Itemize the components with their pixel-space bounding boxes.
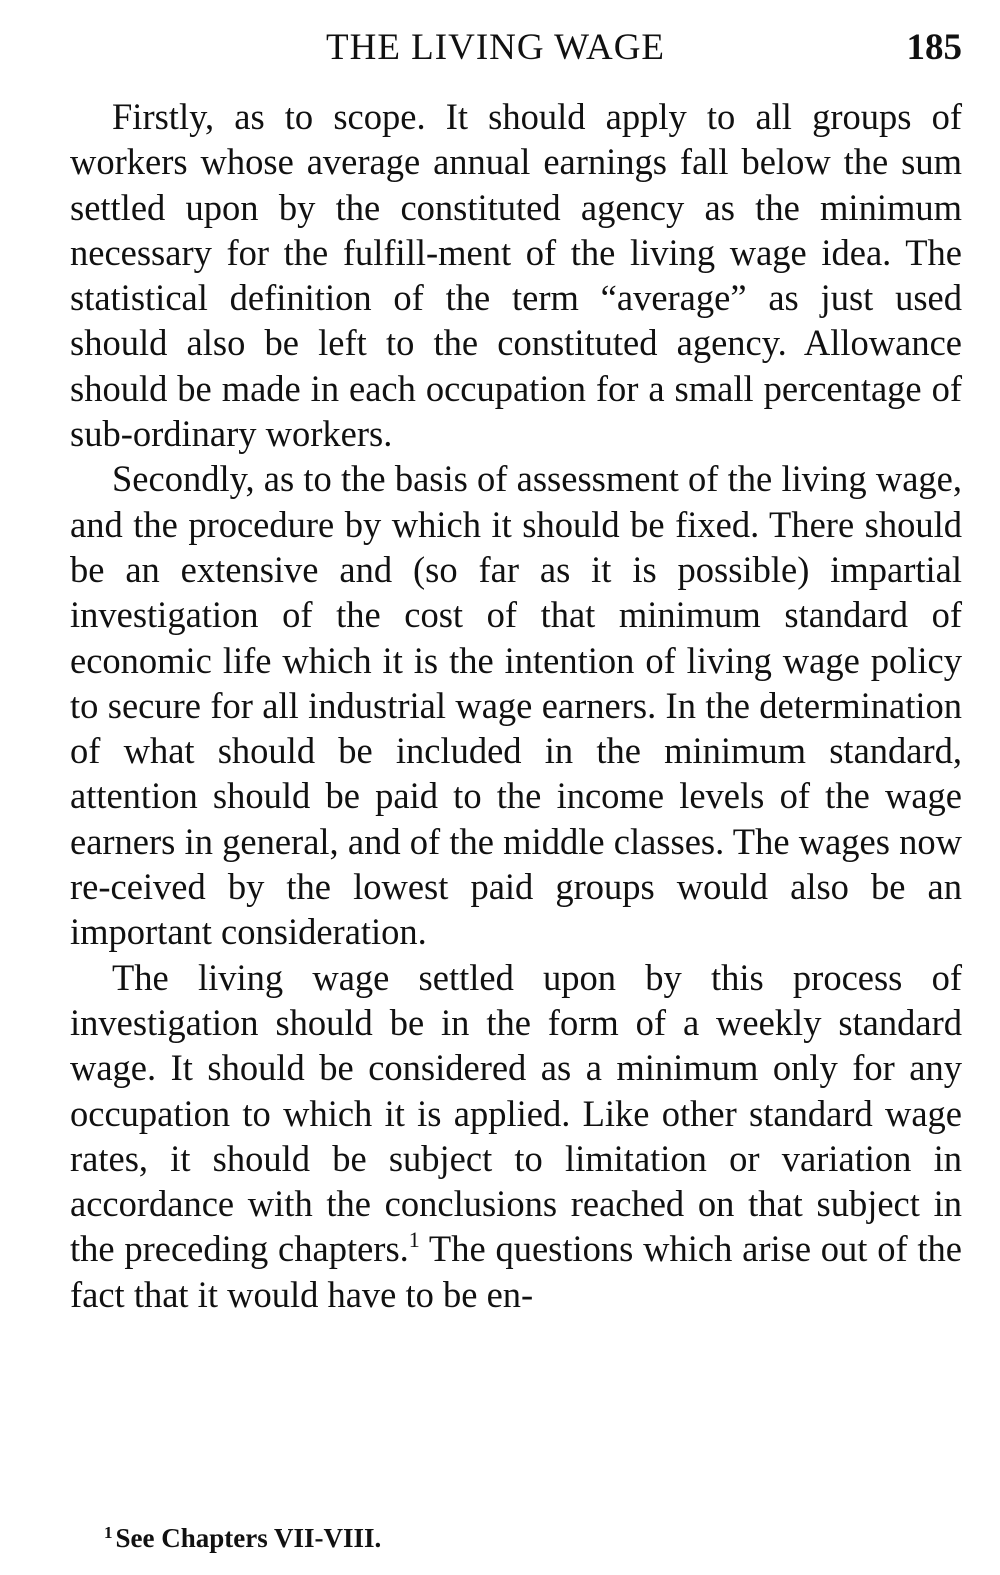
running-head bbox=[70, 26, 962, 70]
footnote-text: See Chapters VII-VIII. bbox=[115, 1523, 382, 1553]
paragraph-scope: Firstly, as to scope. It should apply to all groups of workers whose average annual earnings fall below the sum settled upon by the constituted agency as the minimum necessary for the fulfill-ment of the living wage idea. The statistical definition of the term “average” as just used should also be left to the constituted agency. Allowance should be made in each occupation for a small percentage of sub-ordinary workers. bbox=[70, 96, 962, 455]
footnote bbox=[104, 1516, 381, 1555]
paragraph-text-continued: The questions which arise out of the fact that it would have to be en- bbox=[70, 1228, 963, 1315]
body-text bbox=[70, 94, 962, 1317]
paragraph-standard-wage bbox=[70, 955, 962, 1317]
paragraph-text: The living wage settled upon by this process of investigation should be in the form of a weekly standard wage. It should be considered as a minimum only for any occupation to which it is applied. Like other standard wage rates, it should be subject to limitation or variation in accordance with the conclusions reached on that subject in the preceding chapters. bbox=[70, 956, 962, 1270]
footnote-mark: 1 bbox=[104, 1523, 113, 1542]
footnote-reference: 1 bbox=[408, 1227, 420, 1253]
paragraph-assessment: Secondly, as to the basis of assessment of the living wage, and the procedure by which it should be fixed. There should be an extensive and (so far as it is possible) impartial investigation of the cost of that minimum standard of economic life which it is the intention of living wage policy to secure for all industrial wage earners. In the determination of what should be included in the minimum standard, attention should be paid to the income levels of the wage earners in general, and of the middle classes. The wages now re-ceived by the lowest paid groups would also be an important consideration. bbox=[70, 458, 962, 953]
page-number: 185 bbox=[906, 27, 962, 68]
running-title: THE LIVING WAGE bbox=[326, 27, 666, 68]
